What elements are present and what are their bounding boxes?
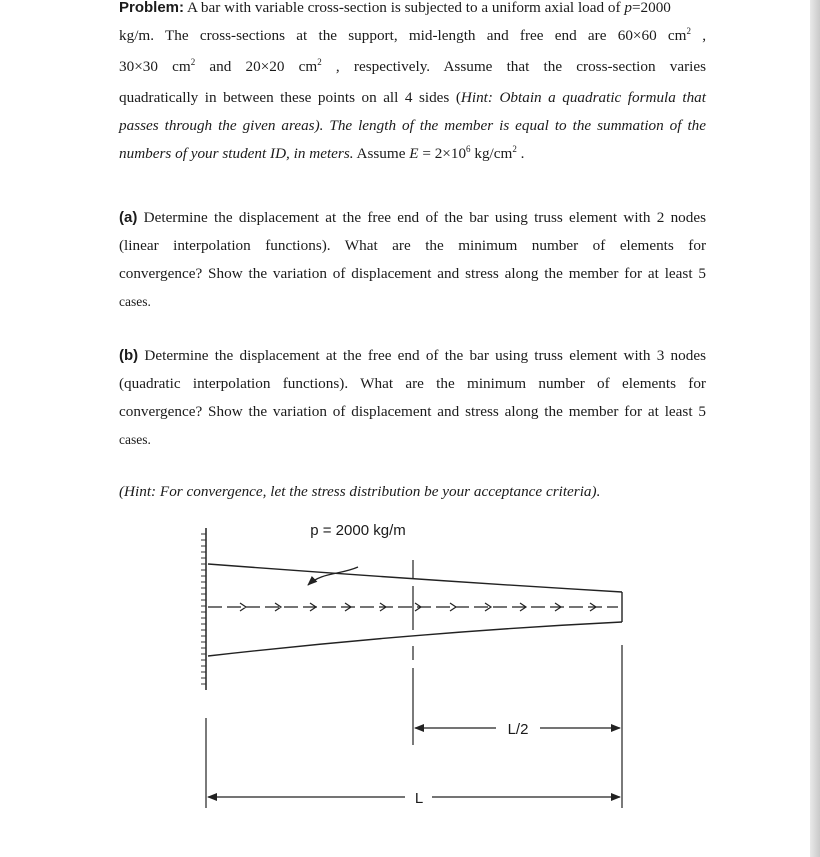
tapered-bar bbox=[208, 564, 622, 656]
part-b-label: (b) bbox=[119, 347, 139, 364]
part-a-line-1: Determine the displacement at the free end of the bar using truss element with 2 nodes bbox=[143, 209, 707, 226]
area-support-exponent: 2 bbox=[686, 25, 691, 36]
fixed-support bbox=[201, 528, 206, 690]
part-b-line-3: convergence? Show the variation of displacement and stress along the member for at least 5 bbox=[119, 403, 706, 420]
problem-label: Problem: bbox=[119, 0, 185, 16]
assume-word: Assume bbox=[356, 145, 406, 162]
problem-line-5: passes through the given areas). The length of the member is equal to the summation of the bbox=[119, 117, 706, 134]
modulus-symbol: E bbox=[409, 145, 419, 162]
length-label: L bbox=[414, 790, 424, 807]
half-length-dimension bbox=[415, 721, 620, 738]
and-word: and bbox=[209, 58, 232, 75]
problem-hint-start: Hint: Obtain a quadratic formula that bbox=[460, 89, 706, 106]
part-b-line-4: cases. bbox=[119, 432, 151, 447]
part-a-line-2: (linear interpolation functions). What are the minimum number of elements for bbox=[119, 237, 706, 254]
modulus-value: = 2×10 bbox=[418, 145, 467, 162]
area-free-end: 20×20 cm bbox=[245, 58, 318, 75]
length-dimension bbox=[208, 790, 620, 807]
area-mid: 30×30 cm bbox=[119, 58, 191, 75]
part-a-line-4: cases. bbox=[119, 294, 151, 309]
comma-1: , bbox=[702, 27, 707, 44]
part-a-line-3: convergence? Show the variation of displacement and stress along the member for at least 5 bbox=[119, 265, 706, 282]
load-label: p = 2000 kg/m bbox=[310, 522, 406, 539]
modulus-end: . bbox=[516, 145, 525, 162]
load-symbol: p bbox=[624, 0, 632, 16]
area-mid-exponent: 2 bbox=[190, 56, 196, 67]
modulus-exponent: 6 bbox=[466, 143, 471, 154]
area-free-exponent: 2 bbox=[317, 56, 322, 67]
modulus-unit-exponent: 2 bbox=[512, 143, 517, 154]
part-b-line-1: Determine the displacement at the free end of the bar using truss element with 3 nodes bbox=[144, 347, 706, 364]
modulus-unit: kg/cm bbox=[470, 145, 513, 162]
half-length-label: L/2 bbox=[507, 721, 529, 738]
problem-line-4: quadratically in between these points on all 4 sides ( bbox=[119, 89, 461, 106]
part-b-line-2: (quadratic interpolation functions). What are the minimum number of elements for bbox=[119, 375, 706, 392]
part-a-label: (a) bbox=[119, 209, 138, 226]
comma-2: , bbox=[335, 58, 340, 75]
problem-line-3: respectively. Assume that the cross-section varies bbox=[353, 58, 707, 75]
hint-text: (Hint: For convergence, let the stress distribution be your acceptance criteria). bbox=[119, 483, 601, 500]
problem-line-6: numbers of your student ID, in meters. bbox=[119, 145, 354, 162]
problem-line-1: A bar with variable cross-section is subjected to a uniform axial load of bbox=[186, 0, 621, 16]
load-value: =2000 bbox=[631, 0, 671, 16]
problem-line-2: kg/m. The cross-sections at the support, mid-length and free end are bbox=[119, 27, 607, 44]
load-leader bbox=[308, 567, 358, 585]
area-support: 60×60 cm bbox=[617, 27, 687, 44]
